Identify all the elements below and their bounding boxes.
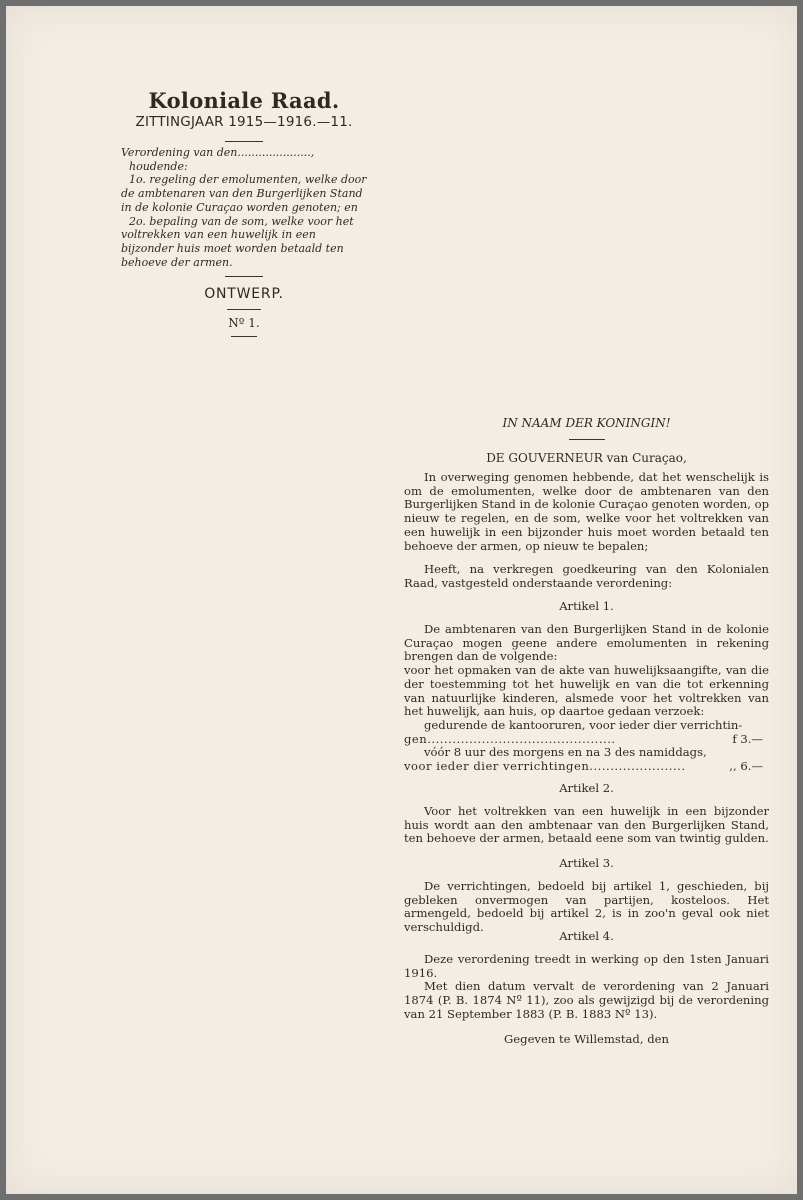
divider (225, 141, 263, 142)
article-text: Deze verordening treedt in werking op den 1sten Januari 1916. (404, 952, 769, 980)
session-year: ZITTINGJAAR 1915—1916.—11. (135, 114, 353, 130)
governor-heading: DE GOUVERNEUR van Curaçao, (486, 451, 687, 465)
divider (569, 439, 605, 440)
article-text: Met dien datum vervalt de verordening van 2 Januari 1874 (P. B. 1874 Nº 11), zoo als gewijzigd bij de verordening van 21 September 1883 (P. B. 1883 Nº 13). (404, 979, 769, 1021)
article-text: De verrichtingen, bedoeld bij artikel 1, geschieden, bij gebleken onvermogen van partijen, kosteloos. Het armengeld, bedoeld bij artikel 2, is in zoo'n geval ook niet verschuldigd. (404, 879, 769, 935)
article-4-title: Artikel 4. (559, 929, 614, 943)
article-2 (404, 805, 769, 846)
article-3-title: Artikel 3. (559, 856, 614, 870)
divider (231, 336, 257, 337)
description-line: Verordening van den....................., (121, 146, 315, 159)
description-line: houdende: (129, 159, 188, 173)
article-4 (404, 953, 769, 1022)
article-text: De ambtenaren van den Burgerlijken Stand in de kolonie Curaçao mogen geene andere emolumenten in rekening brengen dan de volgende: (404, 622, 769, 664)
closing-line: Gegeven te Willemstad, den (504, 1032, 669, 1046)
fee-label: voor ieder dier verrichtingen....................... (404, 759, 686, 774)
document-title: Koloniale Raad. (148, 88, 340, 113)
preamble-text: In overweging genomen hebbende, dat het wenschelijk is om de emolumenten, welke door de ambtenaren van den Burgerlijken Stand in de kolonie Curaçao genoten worden, op nieuw te regelen, en de som, welke voor het voltrekken van een huwelijk in een bijzonder huis moet worden betaald ten behoeve der armen, op nieuw te bepalen; (404, 470, 769, 553)
ordinance-description (121, 146, 369, 269)
fee-amount: f 3.— (732, 731, 763, 746)
preamble (404, 471, 769, 553)
article-2-title: Artikel 2. (559, 781, 614, 795)
article-1 (404, 623, 769, 774)
article-1-title: Artikel 1. (559, 599, 614, 613)
draft-number: Nº 1. (228, 316, 260, 330)
fee-line: gedurende de kantooruren, voor ieder dier verrichtin- (424, 717, 743, 732)
fee-amount: ,, 6.— (729, 759, 763, 774)
invocation: IN NAAM DER KONINGIN! (502, 416, 671, 430)
preamble-text: Heeft, na verkregen goedkeuring van den Kolonialen Raad, vastgesteld onderstaande verordening: (404, 562, 769, 590)
draft-label: ONTWERP. (204, 286, 284, 302)
fee-line: vóór 8 uur des morgens en na 3 des namiddags, (424, 745, 707, 760)
document-page (6, 6, 797, 1194)
fee-row (404, 760, 769, 774)
fee-label: gen............................................. (404, 731, 616, 746)
divider (225, 276, 263, 277)
preamble-enactment (404, 563, 769, 590)
fee-row (404, 733, 769, 747)
description-item: 1o. regeling der emolumenten, welke door de ambtenaren van den Burgerlijken Stand in de kolonie Curaçao worden genoten; en (121, 173, 367, 214)
divider (227, 309, 261, 310)
description-item: 2o. bepaling van de som, welke voor het voltrekken van een huwelijk in een bijzonder huis moet worden betaald ten behoeve der armen. (121, 214, 354, 269)
article-text: voor het opmaken van de akte van huwelijksaangifte, van die der toestemming tot het huwelijk en van die tot erkenning van natuurlijke kinderen, alsmede voor het voltrekken van het huwelijk, aan huis, op daartoe gedaan verzoek: (404, 663, 769, 719)
article-3 (404, 880, 769, 935)
article-text: Voor het voltrekken van een huwelijk in een bijzonder huis wordt aan den ambtenaar van den Burgerlijken Stand, ten behoeve der armen, betaald eene som van twintig gulden. (404, 804, 769, 846)
